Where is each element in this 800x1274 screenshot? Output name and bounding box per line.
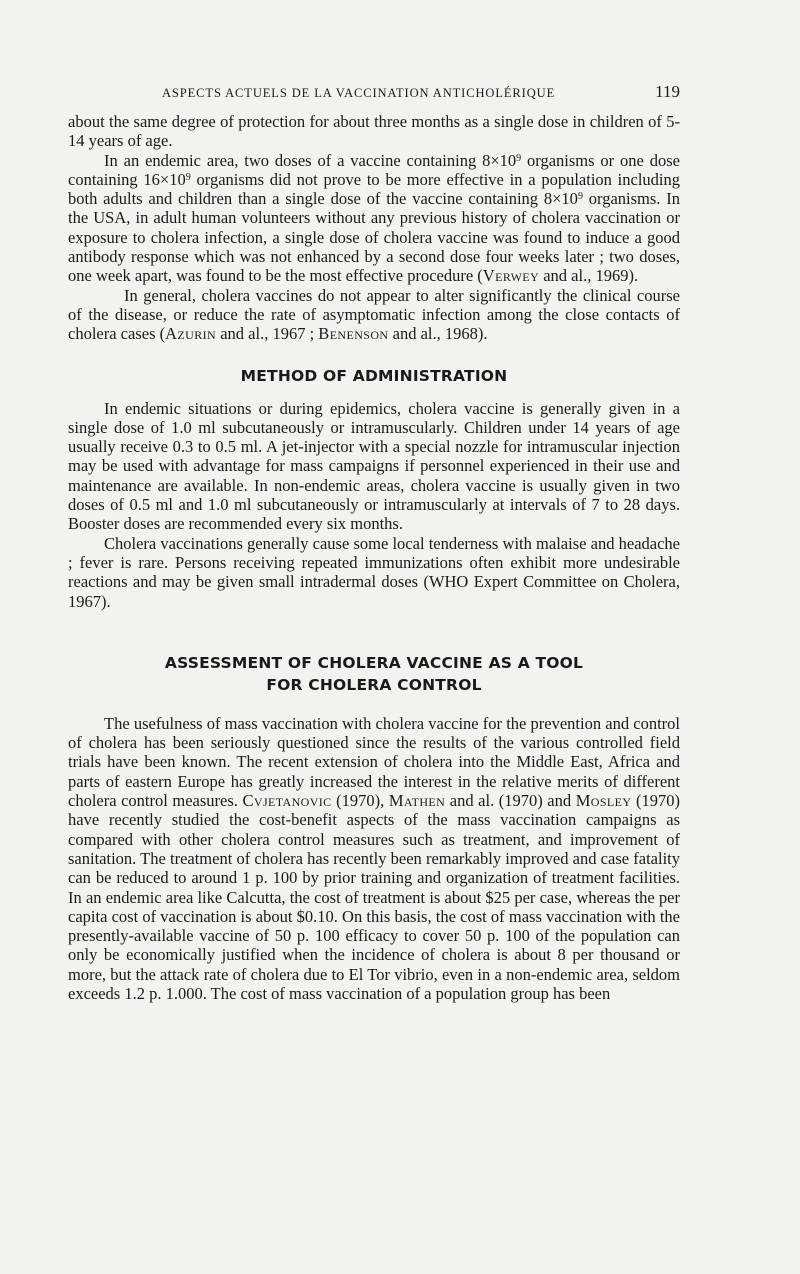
- text-run: organisms or one dose containing 16×10: [68, 150, 680, 189]
- paragraph-clinical-course: [68, 286, 680, 344]
- section-heading-assessment: [68, 652, 680, 696]
- text-run: In an endemic area, two doses of a vaccine containing 8×10: [104, 150, 517, 170]
- text-run: The usefulness of mass vaccination with cholera vaccine for the prevention and control of cholera has been seriously questioned since the results of the various controlled field trials have been known. The recent extension of cholera into the Middle East, Africa and parts of eastern Europe has greatly increased the interest in the relative merits of different cholera control measures.: [68, 713, 680, 811]
- text-run: organisms. In the USA, in adult human volunteers without any previous history of cholera vaccination or exposure to cholera infection, a single dose of cholera vaccine was found to induce a good antibody response which was not enhanced by a second dose four weeks later ; two doses, one week apart, was found to be the most effective procedure (: [68, 189, 680, 286]
- citation-author: Verwey: [482, 266, 540, 286]
- text-run: and al., 1967 ;: [216, 324, 319, 344]
- running-title: ASPECTS ACTUELS DE LA VACCINATION ANTICHOLÉRIQUE: [162, 86, 556, 100]
- superscript: 9: [577, 191, 583, 203]
- citation-author: Cvjetanovic: [242, 791, 332, 811]
- text-run: In general, cholera vaccines do not appear to alter significantly the clinical course of the disease, or reduce the rate of asymptomatic infection among the close contacts of cholera cases (: [68, 285, 680, 344]
- text-run: organisms did not prove to be more effective in a population including both adults and children than a single dose of the vaccine containing 8×10: [68, 169, 680, 209]
- paragraph-endemic-doses: [68, 151, 680, 286]
- text-run: (1970) have recently studied the cost-benefit aspects of the mass vaccination campaigns as compared with other cholera control measures such as treatment, and improvement of sanitation. The treatment of cholera has recently been remarkably improved and case fatality can be reduced to around 1 p. 100 by prior training and organization of treatment facilities. In an endemic area like Calcutta, the cost of treatment is about $25 per case, whereas the per capita cost of vaccination is about $0.10. On this basis, the cost of mass vaccination with the presently-available vaccine of 50 p. 100 efficacy to cover 50 p. 100 of the population can only be economically justified when the incidence of cholera is about 8 per thousand or more, but the attack rate of cholera due to El Tor vibrio, even in a non-endemic area, seldom exceeds 1.2 p. 1.000. The cost of mass vaccination of a population group has been: [68, 791, 680, 1003]
- text-run: and al., 1968).: [388, 324, 488, 344]
- text-run: (1970),: [331, 791, 389, 811]
- text-run: and al. (1970) and: [445, 791, 576, 811]
- paragraph-reactions: Cholera vaccinations generally cause some local tenderness with malaise and headache ; fever is rare. Persons receiving repeated immunizations often exhibit more undesirable reactions and may be given small intradermal doses (WHO Expert Committee on Cholera, 1967).: [68, 533, 680, 611]
- citation-author: Azurin: [165, 324, 217, 344]
- paragraph-continuation: about the same degree of protection for about three months as a single dose in children of 5-14 years of age.: [68, 112, 680, 151]
- text-run: and al., 1969).: [539, 266, 639, 286]
- citation-author: Mosley: [575, 791, 632, 811]
- running-head: [68, 82, 680, 112]
- superscript: 9: [185, 171, 191, 183]
- heading-line: ASSESSMENT OF CHOLERA VACCINE AS A TOOL: [164, 653, 584, 672]
- page-body: [68, 82, 680, 1003]
- section-heading-method: METHOD OF ADMINISTRATION: [240, 366, 508, 385]
- heading-line: FOR CHOLERA CONTROL: [266, 675, 482, 694]
- page-number: 119: [655, 82, 680, 101]
- superscript: 9: [516, 152, 522, 164]
- paragraph-cost-benefit: [68, 714, 680, 1003]
- citation-author: Benenson: [318, 324, 389, 344]
- paragraph-administration: In endemic situations or during epidemics, cholera vaccine is generally given in a single dose of 1.0 ml subcutaneously or intramuscularly. Children under 14 years of age usually receive 0.3 to 0.5 ml. A jet-injector with a special nozzle for intramuscular injection may be used with advantage for mass campaigns if personnel experienced in their use and maintenance are available. In non-endemic areas, cholera vaccine is usually given in two doses of 0.5 ml and 1.0 ml subcutaneously or intramuscularly at intervals of 7 to 28 days. Booster doses are recommended every six months.: [68, 398, 680, 534]
- citation-author: Mathen: [388, 791, 446, 811]
